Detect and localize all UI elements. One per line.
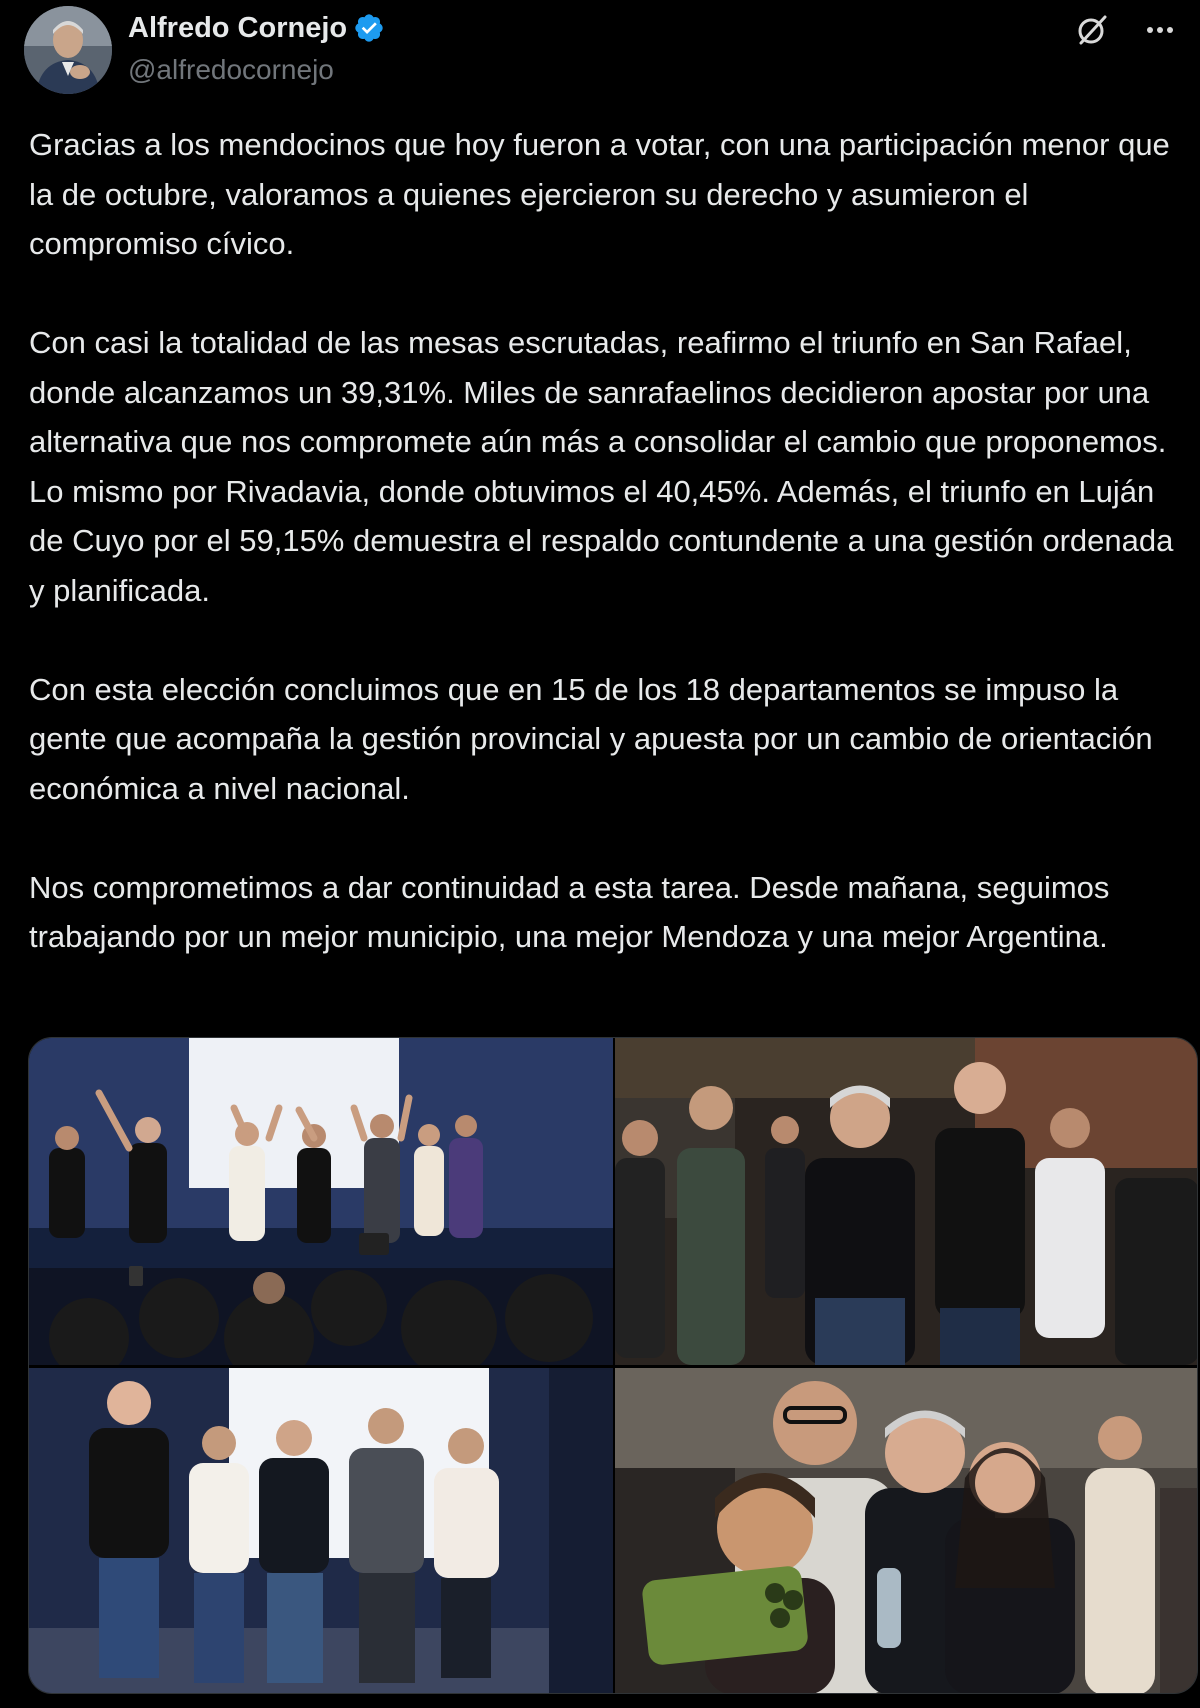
tweet-paragraph: Nos comprometimos a dar continuidad a esta tarea. Desde mañana, seguimos trabajando por un mejor municipio, una mejor Mendoza y una mejor Argentina. [29, 869, 1110, 954]
tweet-paragraph: Con casi la totalidad de las mesas escrutadas, reafirmo el triunfo en San Rafael, donde alcanzamos un 39,31%. Miles de sanrafaelinos decidieron apostar por una alternativa que nos compromete aún más a consolidar el cambio que proponemos. Lo mismo por Rivadavia, donde obtuvimos el 40,45%. Además, el triunfo en Luján de Cuyo por el 59,15% demuestra el respaldo contundente a una gestión ordenada y planificada. [29, 325, 1174, 608]
header-actions [1072, 10, 1180, 50]
author-handle[interactable]: @alfredocornejo [128, 54, 334, 85]
tweet-text [29, 120, 1189, 962]
author-name-row [128, 10, 385, 46]
photo-walking-crowd[interactable] [615, 1038, 1198, 1365]
photo-stage-celebration[interactable] [29, 1038, 613, 1365]
grok-icon[interactable] [1072, 10, 1112, 50]
more-icon[interactable] [1140, 10, 1180, 50]
tweet-paragraph: Gracias a los mendocinos que hoy fueron a votar, con una participación menor que la de octubre, valoramos a quienes ejercieron su derecho y asumieron el compromiso cívico. [29, 127, 1170, 261]
avatar-photo [24, 6, 112, 94]
avatar[interactable] [24, 6, 112, 94]
photo-stage-group[interactable] [29, 1368, 613, 1694]
tweet-paragraph: Con esta elección concluimos que en 15 de los 18 departamentos se impuso la gente que acompaña la gestión provincial y apuesta por un cambio de orientación económica a nivel nacional. [29, 671, 1153, 806]
display-name[interactable]: Alfredo Cornejo [128, 12, 348, 44]
media-grid [28, 1037, 1198, 1694]
verified-badge-icon [353, 12, 385, 44]
photo-selfie[interactable] [615, 1368, 1198, 1694]
